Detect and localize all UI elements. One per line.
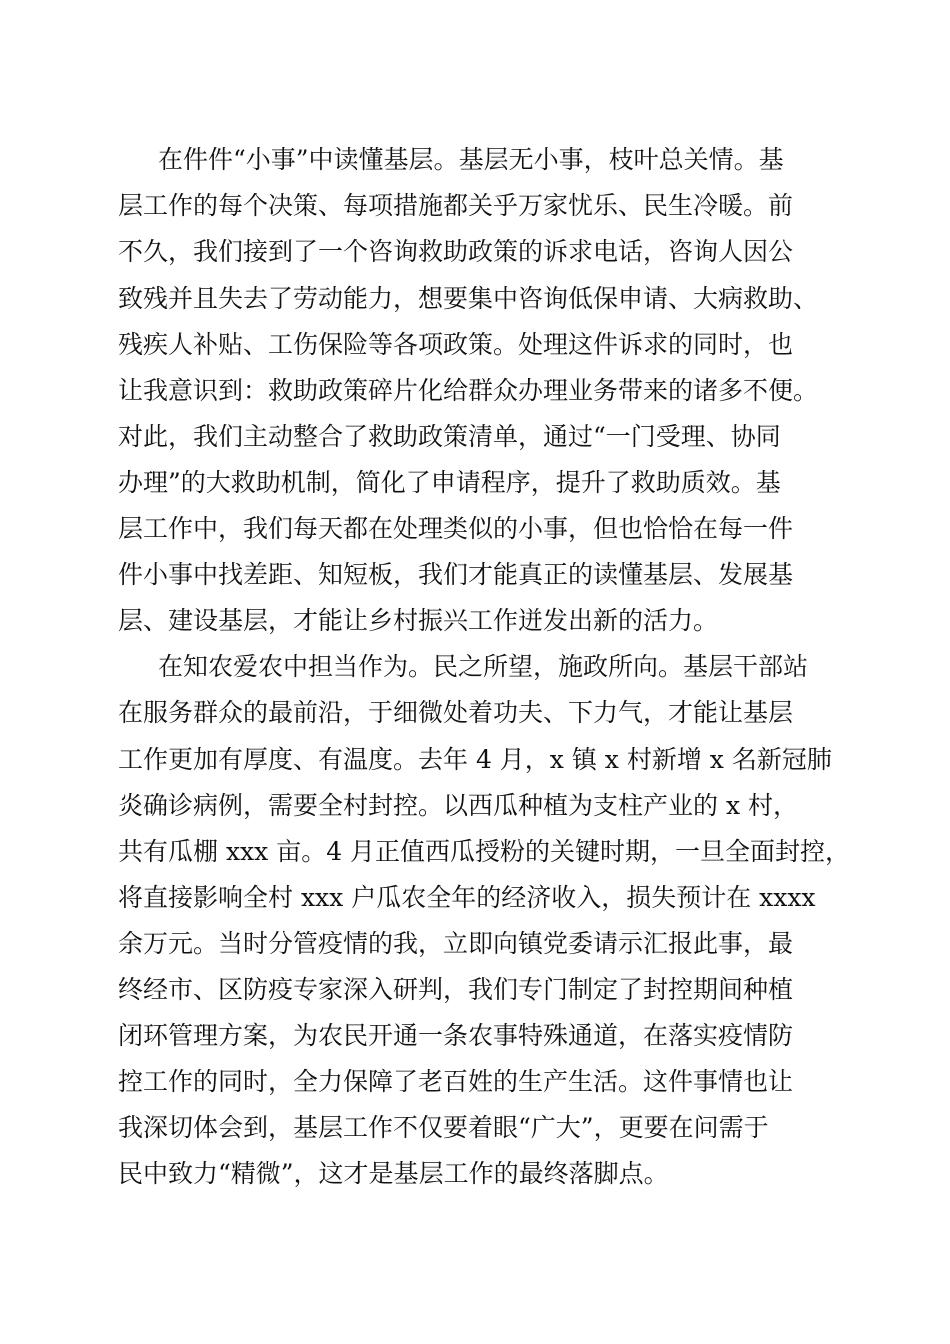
paragraph-2-line-9: 闭环管理方案，为农民开通一条农事特殊通道，在落实疫情防 — [118, 1021, 794, 1050]
paragraph-1-line-7: 对此，我们主动整合了救助政策清单，通过“一门受理、协同 — [118, 422, 781, 451]
paragraph-1-line-3: 不久，我们接到了一个咨询救助政策的诉求电话，咨询人因公 — [118, 237, 794, 266]
paragraph-1-line-9: 层工作中，我们每天都在处理类似的小事，但也恰恰在每一件 — [118, 514, 794, 543]
paragraph-2-line-5: 共有瓜棚 xxx 亩。4 月正值西瓜授粉的关键时期，一旦全面封控， — [118, 837, 851, 866]
paragraph-2-line-8: 终经市、区防疫专家深入研判，我们专门制定了封控期间种植 — [118, 975, 794, 1004]
paragraph-2-line-12: 民中致力“精微”，这才是基层工作的最终落脚点。 — [118, 1159, 669, 1188]
paragraph-1-line-4: 致残并且失去了劳动能力，想要集中咨询低保申请、大病救助、 — [118, 284, 819, 313]
paragraph-1-line-2: 层工作的每个决策、每项措施都关乎万家忧乐、民生冷暖。前 — [118, 191, 794, 220]
paragraph-2-line-11: 我深切体会到，基层工作不仅要着眼“广大”，更要在问需于 — [118, 1113, 769, 1142]
paragraph-2-line-10: 控工作的同时，全力保障了老百姓的生产生活。这件事情也让 — [118, 1067, 794, 1096]
paragraph-2-line-3: 工作更加有厚度、有温度。去年 4 月，x 镇 x 村新增 x 名新冠肺 — [118, 745, 832, 774]
paragraph-2-line-7: 余万元。当时分管疫情的我，立即向镇党委请示汇报此事，最 — [118, 929, 794, 958]
paragraph-2-line-1: 在知农爱农中担当作为。民之所望，施政所向。基层干部站 — [158, 652, 809, 681]
paragraph-2-line-2: 在服务群众的最前沿，于细微处着功夫、下力气，才能让基层 — [118, 698, 794, 727]
paragraph-1-line-1: 在件件“小事”中读懂基层。基层无小事，枝叶总关情。基 — [158, 145, 784, 174]
paragraph-1-line-11: 层、建设基层，才能让乡村振兴工作迸发出新的活力。 — [118, 606, 719, 635]
paragraph-2-line-4: 炎确诊病例，需要全村封控。以西瓜种植为支柱产业的 x 村， — [118, 791, 798, 820]
paragraph-1-line-8: 办理”的大救助机制，简化了申请程序，提升了救助质效。基 — [118, 468, 781, 497]
paragraph-1-line-10: 件小事中找差距、知短板，我们才能真正的读懂基层、发展基 — [118, 560, 794, 589]
paragraph-1-line-6: 让我意识到：救助政策碎片化给群众办理业务带来的诸多不便。 — [118, 376, 819, 405]
paragraph-2-line-6: 将直接影响全村 xxx 户瓜农全年的经济收入，损失预计在 xxxx — [118, 883, 816, 912]
paragraph-1-line-5: 残疾人补贴、工伤保险等各项政策。处理这件诉求的同时，也 — [118, 330, 794, 359]
